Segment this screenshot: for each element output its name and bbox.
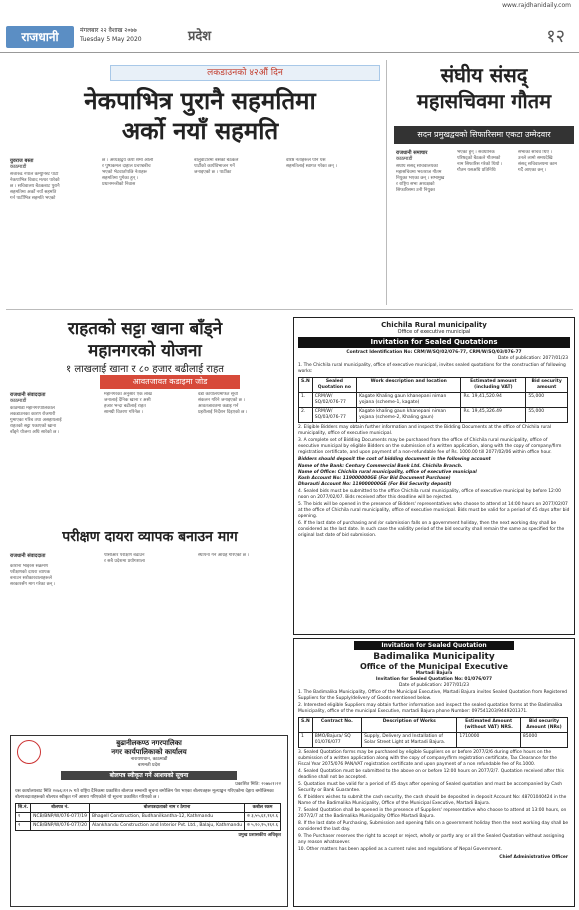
story1-text-line: सत्तारुढ नेपाल कम्युनिस्ट पार्टी: [10, 172, 59, 177]
table-cell: Bhagell Construction, Budhanilkantha-12, Kathmandu: [89, 813, 244, 822]
story3-text-line: बाँड्ने योजना अघि सारेको छ ।: [10, 430, 60, 435]
notice1-point: 5. The bids will be opened in the presence of Bidders' representatives who choose to attend at 14:00 hours on 2077/02/07 at the office of Chichila rural municipality, office of executive municipal. Bids must be valid for a period of 45 days after bid opening.: [298, 502, 570, 519]
story2-text-line: गर्दै आएका छन् ।: [518, 168, 547, 173]
story2-text-line: नियुक्त भएका छन् । सभामुख: [396, 176, 445, 181]
table-cell: NCB/BNP/W/076-077/19: [31, 813, 90, 822]
notice3-org-line1: बुढानीलकण्ठ नगरपालिका: [116, 739, 182, 747]
notice3-table: [15, 803, 281, 831]
notice3-place: नारायणथान, काठमाडौं: [130, 757, 168, 762]
notice1-point: Bidders should deposit the cost of bidding document in the following account: [298, 457, 491, 462]
header-url: www.rajdhanidaily.com: [502, 2, 571, 9]
table-cell: CRM/W/ SQ/02/076-77: [312, 393, 356, 408]
story1-text-line: जनाइएको छ । पार्टीका: [194, 170, 232, 175]
table-cell: CRM/W/ SQ/03/076-77: [312, 408, 356, 423]
table-cell: Supply, Delivery and Installation of Solar Street Light at Martadi Bajura.: [362, 733, 457, 748]
newspaper-brand: राजधानी: [6, 26, 74, 48]
story1-column-4: [286, 158, 376, 302]
story2-text-line: उनले लामो समयदेखि: [518, 156, 553, 161]
story2-column-3: [518, 150, 574, 304]
table-header: Bid security amount: [526, 378, 568, 393]
table-header: कबोल रकम: [245, 804, 281, 813]
story1-byline-place: काठमाडौं: [10, 164, 27, 170]
story1-text-line: गर्न पार्टीभित्र सहमति भएको: [10, 196, 56, 201]
notice2-ident: Invitation for Sealed Quotation No: 01/076/077: [375, 677, 493, 682]
table-cell: 1710000: [457, 733, 521, 748]
story2-text-line: महासचिवमा भरतराज गौतम: [396, 170, 442, 175]
story1-text-line: छ । अध्यक्षद्वय केपी शर्मा ओली: [102, 158, 154, 163]
notice1-office: Office of executive municipal: [397, 329, 471, 335]
story1-column-1: [10, 172, 95, 302]
story2-headline-line1: संघीय संसद्: [440, 63, 528, 87]
notice2-more: 6. If bidders wishes to submit the cash security, the cash should be deposited in deposit Account No: 48701040424 in the Name of the Badimalika Municipality, Office of the Municipal Executive, Martadi Bajura.: [298, 795, 567, 806]
table-header: Estimated Amount (without VAT) NRS.: [457, 718, 521, 733]
table-cell: BMO/Bajura/ SQ 01/076/077: [312, 733, 361, 748]
notice1-bar: Invitation for Sealed Quotations: [298, 337, 570, 348]
story3-text-line: काठमाडौं महानगरपालिकाले: [10, 406, 55, 411]
section-title: प्रदेश: [188, 29, 212, 44]
notice2-more: 9. The Purchaser reserves the right to accept or reject, wholly or partly any or all the Sealed Quotation without assigning any reason whatsoever.: [298, 834, 565, 845]
notice2-more: 7. Sealed Quotation shall be opened in the presence of Suppliers' representative who choose to attend at 13:00 hours, on 2077/2/7 at the Badimalika Municipality Office Martadi Bajura.: [298, 808, 567, 819]
notice1-point: Dharauti Account No: 119000000GE (For Bid Security deposit): [298, 482, 452, 487]
story3-text-line: सामग्री वितरण गरिनेछ ।: [104, 410, 144, 415]
table-header: Estimated amount (including VAT): [461, 378, 526, 393]
story2-text-line: परिषद्को बैठकले गौतमको: [457, 156, 501, 161]
story3-text-line: राहतको सट्टा पकाएको खाना: [10, 424, 57, 429]
story4-column-1: [10, 564, 98, 709]
notice3-date: प्रकाशित मिति: २०७७।१।२२: [235, 782, 281, 787]
table-header: S.N: [299, 378, 313, 393]
story3-byline-block: [10, 392, 90, 404]
notice3-org-line2: नगर कार्यपालिकाको कार्यालय: [111, 748, 187, 756]
story3-text-line: लकडाउनका कारण रोजगारी: [10, 412, 56, 417]
table-cell: 1.: [299, 393, 313, 408]
story4-text-line: सरकारसँग माग गरेका छन् ।: [10, 582, 56, 587]
story4-text-line: र सबै प्रदेशमा प्रयोगशाला: [104, 559, 145, 564]
story3-byline: राजधानी संवाददाता: [10, 392, 46, 398]
table-cell: २: [16, 822, 31, 831]
table-cell: 85000: [520, 733, 567, 748]
table-cell: Kagate Khaling gaun khanepani niman yojana (scheme-1, kagate): [357, 393, 461, 408]
notice2-bar: Invitation for Sealed Quotation: [354, 641, 514, 650]
story3-text-line: संकलन गरिने जनाइएको छ ।: [198, 398, 245, 403]
notice2-more: 5. Quotation must be valid for a period of 45 days after opening of Sealed quotation and must be accompanied by Cash Security or Bank Guarantee.: [298, 782, 563, 793]
table-row: [299, 408, 568, 423]
table-header: बोलपत्रदाताको नाम र ठेगाना: [89, 804, 244, 813]
notice1-point: Kosh Account No: 119000000GE (For Bid Document Purchase): [298, 476, 451, 481]
story2-text-line: र राष्ट्रिय सभा अध्यक्षको: [396, 182, 435, 187]
story1-text-line: सहमतिलाई स्वागत गरेका छन् ।: [286, 164, 337, 169]
notice1-contract: Contract Identification No: CRM/W/SQ/02/076-77, CRM/W/SQ/03/076-77: [346, 350, 522, 355]
table-cell: १: [16, 813, 31, 822]
story4-byline: राजधानी संवाददाता: [10, 553, 46, 559]
table-header: Sealed Quotation no: [312, 378, 356, 393]
column-divider: [386, 60, 387, 305]
story3-column-1: [10, 406, 98, 521]
story2-byline-place: काठमाडौं: [396, 156, 413, 162]
story1-text-line: वरिष्ठ नेताहरूले पनि यस: [286, 158, 326, 163]
story3-sub-bar: आवतजावत कडाइमा जोड: [100, 375, 240, 389]
story3-text-line: जनालाई दैनिक खाना र असी: [104, 398, 151, 403]
date-nepali: मंगलबार २२ वैशाख २०७७: [80, 27, 137, 34]
notice1-point: 2. Eligible Bidders may obtain further information and inspect the Bidding Documents at the office of Chichila rural municipality, office of executive municipal.: [298, 425, 551, 436]
story3-headline-line1: राहतको सट्टा खाना बाँड्ने: [67, 319, 223, 339]
municipality-emblem-icon: [17, 740, 41, 764]
story4-column-2: [104, 553, 192, 709]
story4-text-line: बनाउन सरोकारवालाहरूले: [10, 576, 52, 581]
table-header: सि.नं.: [16, 804, 31, 813]
story2-text-line: नाम सिफारिस गरेको थियो ।: [457, 162, 503, 167]
notice2-more: 8. If the last date of Purchasing, Submission and opening falls on a government holiday then the next working day shall be considered the last day.: [298, 821, 569, 832]
table-row: [299, 733, 568, 748]
story4-text-line: परीक्षणको दायरा व्यापक: [10, 570, 51, 575]
story2-byline-block: [396, 150, 456, 162]
table-cell: 2.: [299, 408, 313, 423]
story1-text-line: बालुवाटारमा बसेको बैठकले: [194, 158, 239, 163]
story1-headline: [40, 86, 360, 146]
story2-headline-line2: महासचिवमा गौतम: [416, 89, 552, 113]
story1-text-line: सहमतिमा पुगेका हुन् ।: [102, 176, 139, 181]
story1-text-line: भएको भेटवार्तापछि नेताहरू: [102, 170, 147, 175]
table-header: Description of Works: [362, 718, 457, 733]
table-header: Work description and location: [357, 378, 461, 393]
story1-column-3: [194, 158, 279, 302]
story1-text-line: प्रधानमन्त्रीको निवास: [102, 182, 136, 187]
section-divider: [6, 309, 573, 310]
table-header: Bid security Amount (NRs): [520, 718, 567, 733]
notice2-table: [298, 717, 568, 748]
notice2-more: 10. Other matters has been applied as a current rules and regulations of Nepal Government.: [298, 847, 502, 852]
story3-subheadline: १ लाखलाई खाना र ८० हजार बढीलाई राहत: [66, 364, 224, 375]
story2-text-line: सभाका सचिव थिए ।: [518, 150, 553, 155]
story4-column-3: [198, 553, 286, 709]
notice3-signature: प्रमुख प्रशासकीय अधिकृत: [238, 833, 281, 838]
story4-text-line: स्थापना गर्न आग्रह गरिएको छ ।: [198, 553, 250, 558]
table-header: Contract No.: [312, 718, 361, 733]
table-cell: Alankhandu Construction and Interior Pvt. Ltd., Balaju, Kathmandu: [89, 822, 244, 831]
notice2-more: 4. Sealed Quotation must be submitted to the above on or before 12:00 hours on 2077/2/7. Quotation received after this deadline shall not be accepted.: [298, 769, 564, 780]
table-cell: NCB/BNP/W/076-077/20: [31, 822, 90, 831]
page-number: १२: [546, 26, 565, 47]
story2-text-line: गौतम यसअघि प्रतिनिधि: [457, 168, 496, 173]
story2-text-line: संसद् सचिवालयमा काम: [518, 162, 557, 167]
story1-headline-line1: नेकपाभित्र पुरानै सहमतिमा: [84, 87, 316, 115]
date-block: [80, 26, 142, 44]
story3-column-3: [198, 392, 286, 522]
story4-headline: परीक्षण दायरा व्यापक बनाउन माग: [62, 529, 238, 545]
story2-text-line: भएका हुन् । संवैधानिक: [457, 150, 495, 155]
story1-text-line: पार्टीको कार्यविभाजन गर्ने: [194, 164, 235, 169]
notice2-point: 2. Interested eligible Suppliers may obtain further information and inspect the sealed quotation forms at the Badimalika Municipality, office of the municipal Executive, martadi Bajura phone Number: 097541203/9449201371.: [298, 703, 563, 714]
story2-column-2: [457, 150, 513, 304]
badimalika-notice: [293, 638, 575, 907]
table-row: [299, 393, 568, 408]
story4-byline-block: [10, 553, 100, 559]
notice1-date: Date of publication: 2077/01/23: [497, 356, 568, 361]
story1-text-line: र पुष्पकमल दाहाल प्रचण्डबीच: [102, 164, 151, 169]
story2-text-line: सिफारिसमा उनी नियुक्त: [396, 188, 435, 193]
story3-byline-place: काठमाडौं: [10, 398, 27, 404]
story3-text-line: महानगरका अनुसार एक लाख: [104, 392, 152, 397]
story2-byline: राजधानी समाचार: [396, 150, 428, 156]
story1-column-2: [102, 158, 187, 302]
story1-text-line: सहमतिमा अर्को नयाँ सहमति: [10, 190, 57, 195]
table-cell: 1: [299, 733, 313, 748]
table-header: बोलपत्र नं.: [31, 804, 90, 813]
notice3-province: बागमती प्रदेश: [137, 763, 161, 768]
notice1-point: Name of Office: Chichila rural municipality, office of executive municipal: [298, 470, 477, 475]
notice3-intro: यस कार्यालयबाट मिति २०७६।१२।५ गते राष्ट्रिय दैनिकमा प्रकाशित बोलपत्र सम्बन्धी सूचना बमोजिम पेश भएका बोलपत्रहरू मूल्याङ्कन गरिएकोमा देहाय बमोजिमका बोलपत्रदाताहरूको बोलपत्र स्वीकृत गर्ने आशय गरिएकोले यो सूचना प्रकाशित गरिएको छ ।: [15, 789, 274, 800]
story3-text-line: प्रहरीलाई निर्देशन दिइएको छ ।: [198, 410, 248, 415]
story1-kicker: लकडाउनको ४२औं दिन: [110, 65, 380, 81]
notice1-table: [298, 377, 568, 423]
story3-headline-line2: महानगरको योजना: [88, 341, 202, 361]
story1-text-line: नेकपाभित्र विवाद मत्थर पारेको: [10, 178, 60, 183]
story3-headline: [10, 318, 280, 362]
story3-text-line: गुमाएका गरिब तथा असहायलाई: [10, 418, 62, 423]
notice2-place: Martadi Bajura: [415, 671, 453, 676]
story2-text-line: संघीय संसद् सचिवालयको: [396, 164, 438, 169]
story1-headline-line2: अर्को नयाँ सहमति: [121, 117, 279, 145]
story1-byline: युवराज बस्ता: [10, 158, 34, 164]
table-cell: 55,000: [526, 408, 568, 423]
notice1-point: 6. If the last date of purchasing and /or submission falls on a government holiday, then the next working day shall be considered as the last date. In such case the validity period of the bid security shall remain the same as specified for the original last date of bid submission.: [298, 521, 565, 538]
notice2-point: 1. The Badimalika Municipality, Office of the Municipal Executive, Martadi Bajura invites Sealed Quotation from Registered Suppliers for the Supply/delivery of Goods mentioned below.: [298, 690, 568, 701]
table-cell: 55,000: [526, 393, 568, 408]
story2-subheadline: सदन प्रमुखद्वयको सिफारिसमा एकटा उम्मेदवार: [394, 126, 574, 144]
table-cell: Kagate khaling gaun khanepani niman yojana (scheme-2, Khaling gaun): [357, 408, 461, 423]
table-cell: Rs. 19,45,326.49: [461, 408, 526, 423]
table-header: S.N: [299, 718, 313, 733]
table-cell: रु ५,१०,१५,१६२.६: [245, 822, 281, 831]
budhanilkantha-notice: [10, 735, 288, 907]
story3-text-line: आवतजावतमा कडाइ गर्न: [198, 404, 239, 409]
notice1-intro: 1. The Chichila rural municipality, office of executive municipal, invites sealed quotations for the construction of following works:: [298, 363, 566, 374]
notice1-point: Name of the Bank: Century Commercial Bank Ltd. Chichila Branch.: [298, 464, 463, 469]
table-cell: Rs. 19,41,520.94: [461, 393, 526, 408]
notice2-office: Office of the Municipal Executive: [359, 662, 509, 671]
story1-text-line: छ । सचिवालय बैठकबाट पुरानै: [10, 184, 60, 189]
chichila-notice: [293, 317, 575, 635]
story4-text-line: कोरोना भाइरस संक्रमण: [10, 564, 49, 569]
notice1-org: Chichila Rural municipality: [381, 321, 487, 329]
notice2-more: 3. Sealed Quotation forms may be purchased by eligible Suppliers on or before 2077/2/6 during office hours on the submission of a written application along with the copy of company/firm registration certificate, Tax Clearance for the Fiscal Year 2075/076 PAN/VAT registration certificate and upon payment of a non refundable fee of Rs.1000.: [298, 750, 557, 767]
notice2-date: Date of publication: 2077/01/23: [398, 683, 469, 688]
notice2-org: Badimalika Municipality: [373, 652, 495, 662]
story1-byline-block: [10, 158, 80, 170]
notice2-signature: Chief Administrative Officer: [499, 855, 568, 860]
date-english: Tuesday 5 May 2020: [80, 36, 142, 43]
table-cell: रु ३,५५,६१,१६२.६: [245, 813, 281, 822]
story3-column-2: [104, 392, 192, 522]
notice1-point: 3. A complete set of Bidding Documents may be purchased from the office of Chichila rural municipality, office of executive municipal by eligible Bidders on the submission of a written application, along with the copy of company/firm registration certificate, and upon payment of a non-refundable fee of Rs. 1000.00 till 2077/02/06 within office hour.: [298, 438, 562, 455]
table-row: [16, 822, 281, 831]
story2-headline: [394, 62, 574, 114]
story3-text-line: वडा कार्यालयमार्फत सूची: [198, 392, 238, 397]
notice3-bar: बोलपत्र स्वीकृत गर्ने आशयको सूचना: [61, 771, 237, 780]
story3-text-line: हजार भन्दा बढीलाई राहत: [104, 404, 146, 409]
story2-column-1: [396, 164, 452, 304]
notice1-point: 4. Sealed bids must be submitted to the office Chichila rural municipality, office of executive municipal by before 12:00 noon on 2077/02/07. Bids received after this deadline will be rejected.: [298, 489, 561, 500]
table-row: [16, 813, 281, 822]
story4-text-line: पीसीआर परीक्षण बढाउन: [104, 553, 145, 558]
